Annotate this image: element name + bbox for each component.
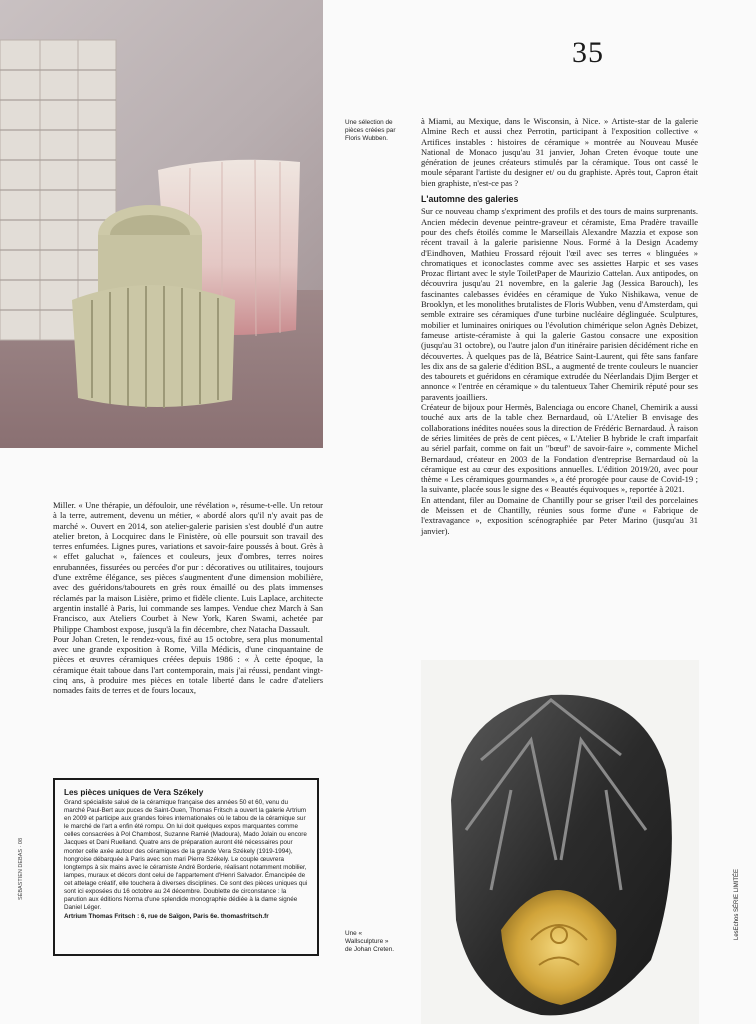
photo-credit-vertical: SÉBASTIEN DEBAS · 08 — [18, 837, 24, 900]
ceramics-photo — [0, 0, 323, 448]
photo-caption-bottom: Une « Wallsculpture » de Johan Creten. — [345, 930, 395, 953]
sidebar-title: Les pièces uniques de Vera Székely — [64, 788, 204, 797]
left-paragraph: Miller. « Une thérapie, un défouloir, une révélation », résume-t-elle. Un retour à la terre, autrement, devenu un métier, « abordé alors qu'il n'y avait pas de marché ». Ouvert en 2014, son atelier-galerie parisien s'est doublé d'un autre atelier breton, à Locquirec dans le Finistère, où elle poursuit son travail des terres enfumées. Lignes pures, variations et savoir-faire poussés à bout. Grès à « effet galuchat », faïences et couleurs, jeux d'ombres, terres noires enrubannées, fissurées ou percées d'or pur : décoratives ou utilitaires, toujours d'une extrême élégance, ses pièces s'augmentent d'une dimension mobilière, avec des guéridons/tabourets en grès roux émaillé ou des plats immenses réclamés par la maison Lisière, primo et fidèle cliente. Luis Laplace, architecte argentin installé à Paris, lui commande ses lampes. Vendue chez March à San Francisco, aux Ateliers Courbet à New York, Karen Swami, achetée par Philippe Chambost expose, jusqu'à la fin décembre, chez Natacha Dassault. — [53, 500, 323, 634]
right-paragraph: En attendant, filer au Domaine de Chantilly pour se griser l'œil des porcelaines de Meissen et de Chantilly, réunies sous forme d'une « Fabrique de l'extravagance », exposition scénographiée par Peter Marino (jusqu'au 31 janvier). — [421, 494, 698, 536]
sidebar-body: Grand spécialiste salué de la céramique française des années 50 et 60, venu du marché Paul-Bert aux puces de Saint-Ouen, Thomas Fritsch a ouvert la galerie Artrium en 2009 et participe aux grandes foires internationales où le tabou de la céramique sur le marché de l'art a enfin été rompu. On lui doit quelques expos marquantes comme celles consacrées à Pol Chambost, Suzanne Ramié (Madoura), Mado Jolain ou encore Jacques et Dani Ruelland. Quatre ans de préparation auront été nécessaires pour monter celle axée autour des céramiques de la grande Vera Székely (1919-1994), hongroise débarquée à Paris avec son mari Pierre Székely. Le couple œuvrera longtemps à six mains avec le céramiste André Borderie, réalisant notamment mobilier, lampes, muraux et décors dont celui de l'appartement d'Henri Salvador. Émancipée de cet attelage créatif, elle touchera à diverses disciplines. Ce sont des pièces uniques qui sont ici exposées du 16 octobre au 24 décembre. Doublette de circonstance : la parution aux éditions Norma d'une splendide monographie dédiée à la dame signée Daniel Léger. — [64, 799, 308, 912]
right-article-column — [421, 116, 698, 536]
sidebar-box — [53, 778, 319, 956]
right-intro-paragraph: à Miami, au Mexique, dans le Wisconsin, à Nice. » Artiste-star de la galerie Almine Rech et aussi chez Perrotin, participant à l'exposition collective « Artifices instables : histoires de céramique » montrée au Nouveau Musée National de Monaco jusqu'au 31 janvier, Johan Creten évoque toute une génération de jeunes créateurs stimulés par la céramique. Tous ont cassé le moule séparant l'artiste du designer et/ ou du graphiste. Après tout, Capron était bien graphiste, n'est-ce pas ? — [421, 116, 698, 188]
sidebar-footer: Artrium Thomas Fritsch : 6, rue de Saïgon, Paris 6e. thomasfritsch.fr — [64, 913, 269, 921]
left-article-column — [53, 500, 323, 696]
right-paragraph: Créateur de bijoux pour Hermès, Balenciaga ou encore Chanel, Chemirik a aussi touché aux arts de la table chez Bernardaud, où L'Atelier B envisage des collaborations inédites nouées sous la direction de Frédéric Bernardaud. À raison de séries limitées de près de cent pièces, « L'Atelier B hybride le craft imparfait au sériel parfait, comme on fait un "bœuf" de savoir-faire », commente Michel Bernardaud, créateur en 2003 de la Fondation d'entreprise Bernardaud où la céramique est au cœur des expositions annuelles. L'édition 2019/20, avec pour thème « Les céramiques gourmandes », a été prorogée pour cause de Covid-19 ; la suivante, placée sous le signe des « Beautés équivoques », reportée à 2021. — [421, 402, 698, 495]
page-number: 35 — [572, 36, 604, 69]
magazine-label-vertical: LesEchos SÉRIE LIMITÉE — [734, 868, 740, 940]
right-paragraph: Sur ce nouveau champ s'expriment des profils et des tours de mains surprenants. Ancien médecin devenue peintre-graveur et céramiste, Ema Pradère travaille pour des chefs étoilés comme le Marseillais Alexandre Mazzia et expose son récent travail à la galerie parisienne Nous. Formé à la Design Academy d'Eindhoven, Mathieu Frossard réjouit l'œil avec ses terres « blinguées » chromatiques et iconoclastes comme avec ses assiettes Harpic et ses vases Prozac flirtant avec le style ToiletPaper de Maurizio Cattelan. Aux antipodes, on découvrira jusqu'au 21 novembre, en la galerie Jag (Jessica Barouch), les fascinantes calebasses évidées en céramique de Yuko Nishikawa, venue de Brooklyn, et les monolithes brutalistes de Floris Wubben, venu d'Amsterdam, qui semble extraire ses céramiques d'une turbine nucléaire déglinguée. Sculptures, mobilier et luminaires oniriques ou l'évolution chimérique selon Agnès Debizet, fameuse artiste-céramiste à qui la galerie Gastou consacre une exposition (jusqu'au 31 octobre), ou l'autre jalon d'un itinéraire parisien décidément riche en découvertes. À quelques pas de là, Béatrice Saint-Laurent, qui fête sans fanfare les dix ans de sa galerie d'édition BSL, a augmenté de trente couleurs le nuancier des tabourets et guéridons en céramique extrudée du Néerlandais Djim Berger et annonce « l'entrée en céramique » du talentueux Taher Chemirik réputé pour ses paravents joailliers. — [421, 206, 699, 402]
section-heading: L'automne des galeries — [421, 194, 519, 205]
photo-caption-top: Une sélection de pièces créées par Floris Wubben. — [345, 119, 396, 142]
wallsculpture-photo — [421, 660, 699, 1024]
left-paragraph: Pour Johan Creten, le rendez-vous, fixé au 15 octobre, sera plus monumental avec une grande exposition à Rome, Villa Médicis, d'une cinquantaine de pièces et œuvres céramiques créées depuis 1986 : « À cette époque, la céramique était taboue dans l'art contemporain, mais j'ai réussi, pendant vingt-cinq ans, à produire mes pièces en totale liberté dans le cadre d'ateliers nomades faits de terres et de fours locaux, — [53, 633, 323, 696]
